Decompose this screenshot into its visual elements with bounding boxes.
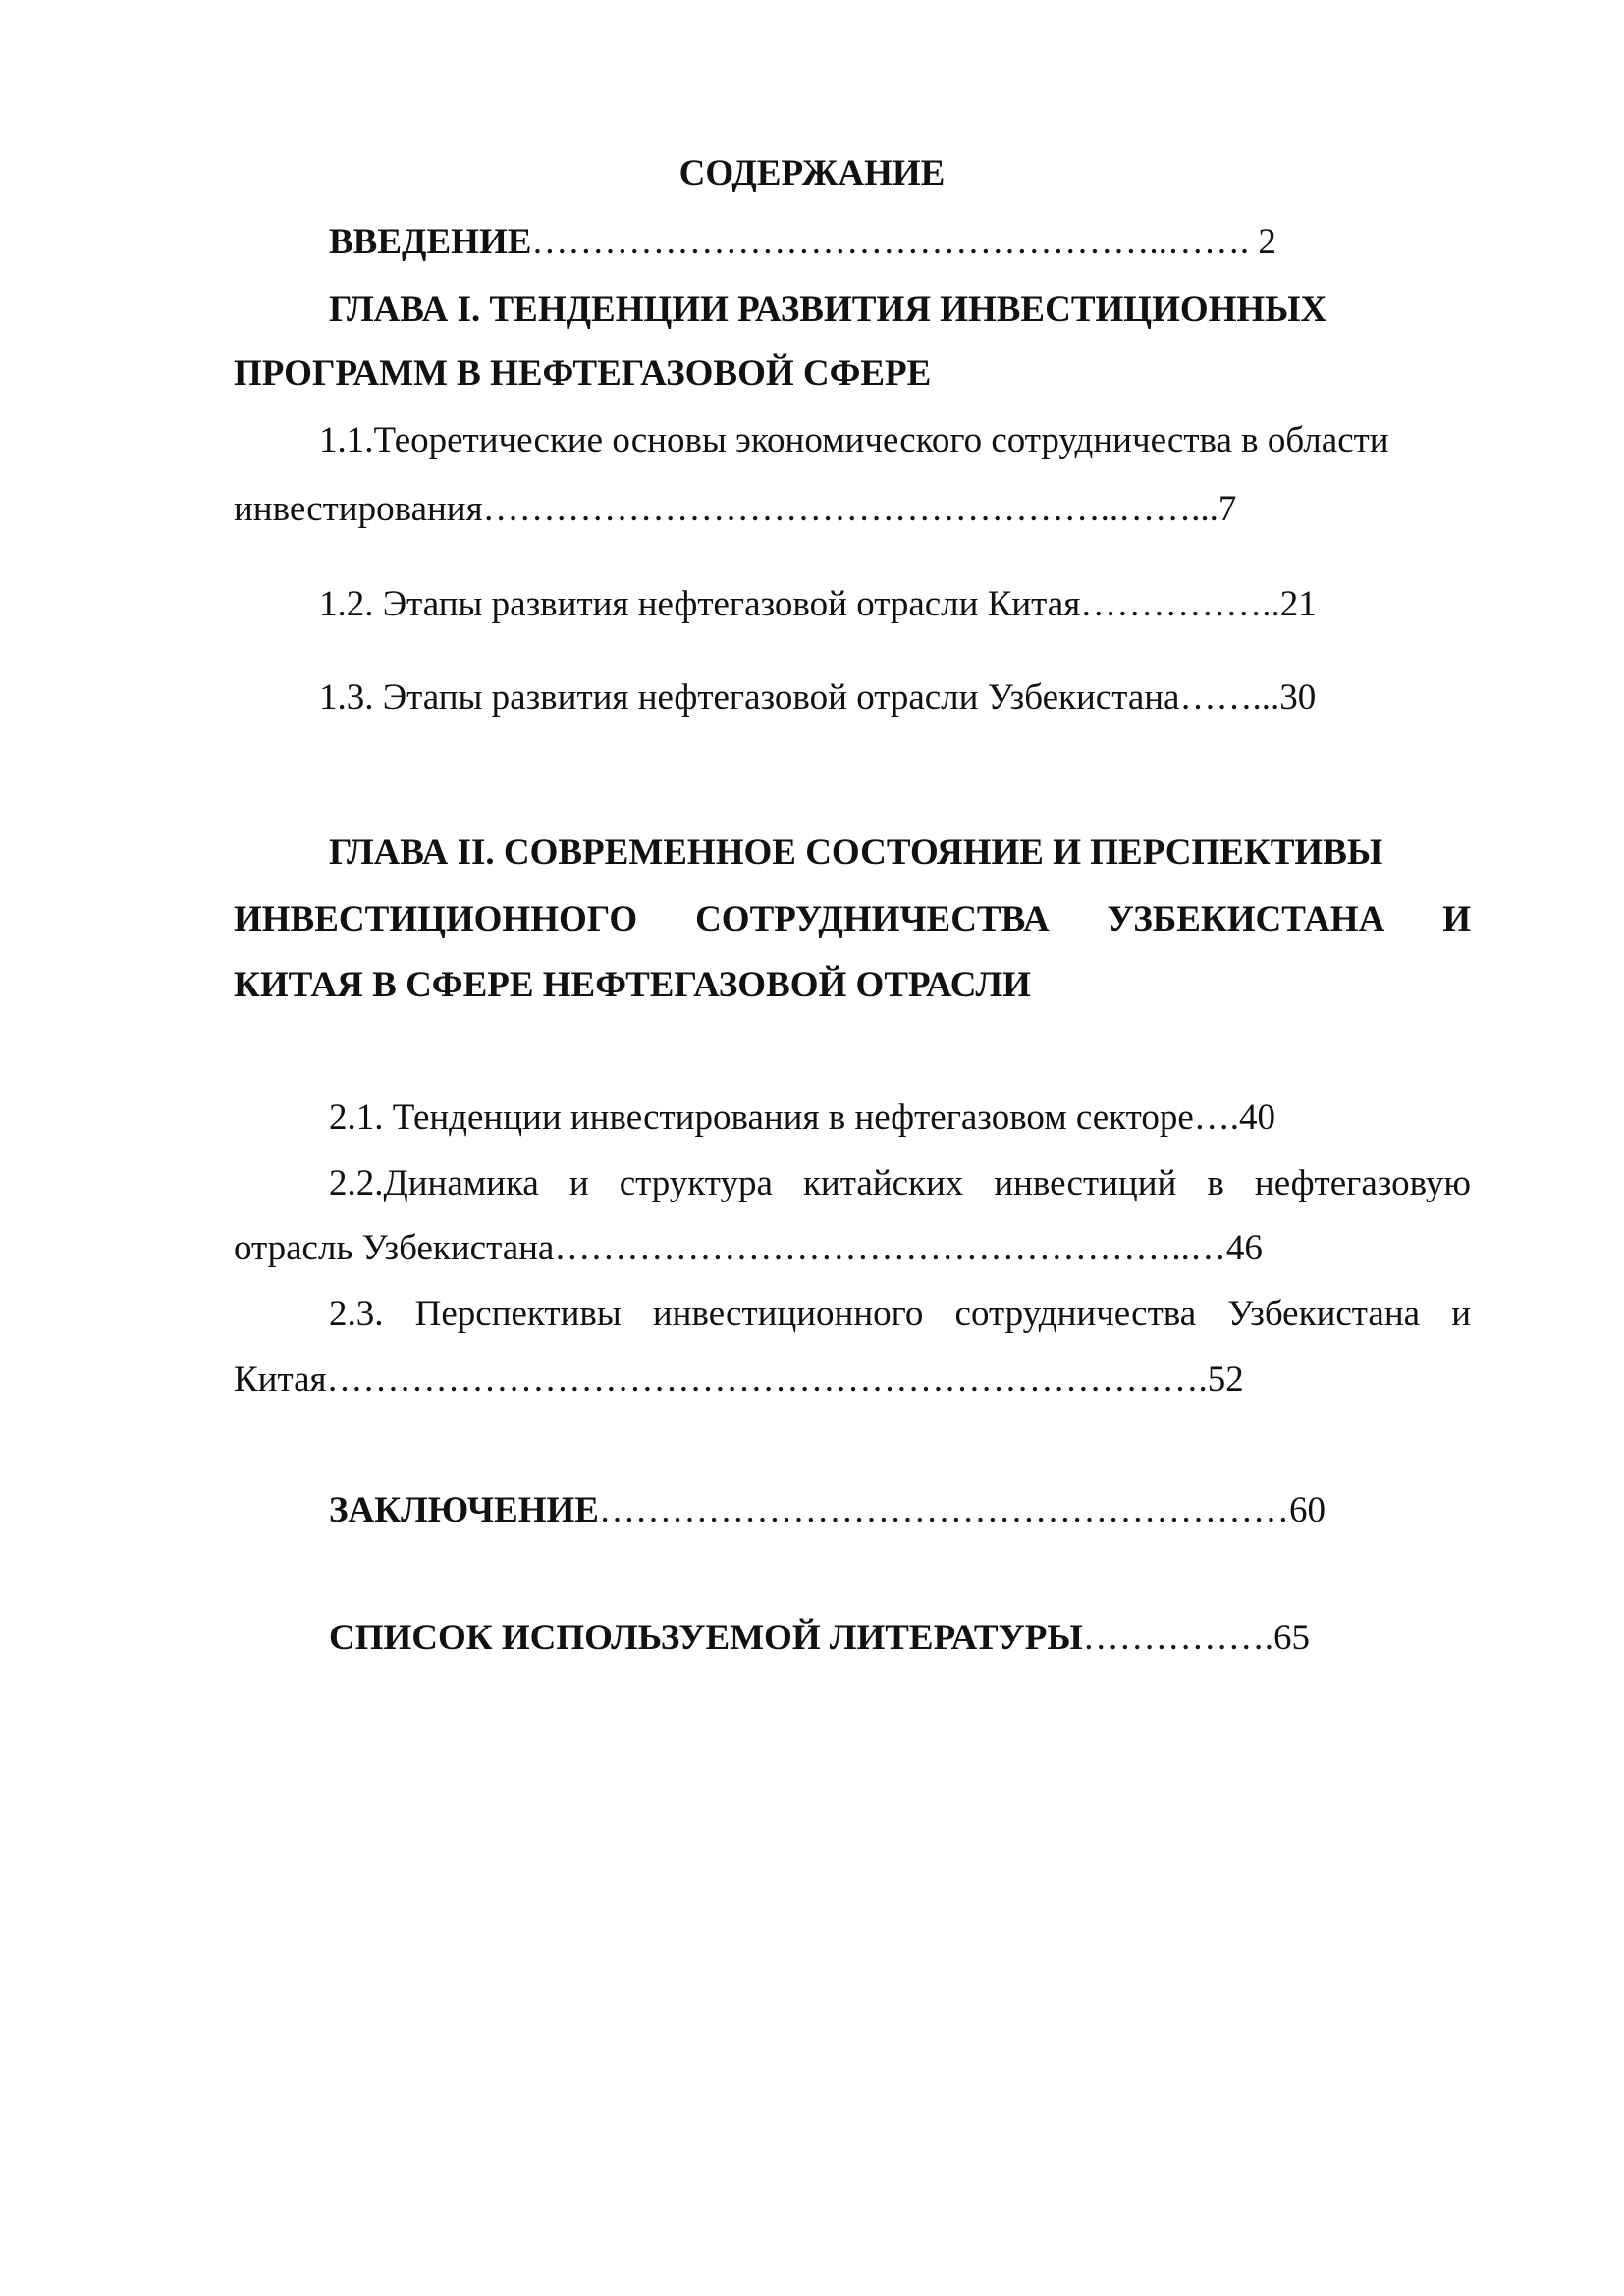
toc-entry-label: СПИСОК ИСПОЛЬЗУЕМОЙ ЛИТЕРАТУРЫ (329, 1618, 1083, 1658)
toc-entry-1-1-line2: инвестирования……………………………………………..……...7 (234, 489, 1237, 529)
toc-entry-conclusion (329, 1492, 1326, 1528)
toc-entry-leader: ……………………………………………..……. 2 (531, 222, 1276, 262)
toc-entry-1-3: 1.3. Этапы развития нефтегазовой отрасли Узбекистана……...30 (319, 677, 1317, 718)
toc-chapter2-line2: ИНВЕСТИЦИОННОГО СОТРУДНИЧЕСТВА УЗБЕКИСТАНА И (234, 899, 1471, 939)
toc-title: СОДЕРЖАНИЕ (678, 153, 946, 193)
toc-entry-2-3-line2: Китая……………………………………………………………….52 (234, 1360, 1244, 1400)
toc-entry-2-1: 2.1. Тенденции инвестирования в нефтегазовом секторе….40 (329, 1097, 1276, 1138)
toc-chapter1-line1: ГЛАВА I. ТЕНДЕНЦИИ РАЗВИТИЯ ИНВЕСТИЦИОННЫХ (329, 290, 1327, 330)
toc-entry-1-2: 1.2. Этапы развития нефтегазовой отрасли Китая……………..21 (319, 584, 1317, 624)
toc-entry-leader: …………….65 (1082, 1618, 1310, 1658)
toc-entry-references (329, 1620, 1310, 1656)
toc-entry-label: ВВЕДЕНИЕ (329, 222, 532, 262)
toc-chapter1-line2: ПРОГРАММ В НЕФТЕГАЗОВОЙ СФЕРЕ (234, 353, 932, 394)
toc-entry-2-3-line1: 2.3. Перспективы инвестиционного сотрудничества Узбекистана и (329, 1294, 1471, 1334)
toc-chapter2-line1: ГЛАВА II. СОВРЕМЕННОЕ СОСТОЯНИЕ И ПЕРСПЕКТИВЫ (329, 832, 1383, 873)
toc-entry-1-1-line1: 1.1.Теоретические основы экономического сотрудничества в области (319, 420, 1389, 460)
toc-entry-2-2-line1: 2.2.Динамика и структура китайских инвестиций в нефтегазовую (329, 1163, 1471, 1203)
toc-chapter2-line3: КИТАЯ В СФЕРЕ НЕФТЕГАЗОВОЙ ОТРАСЛИ (234, 965, 1031, 1005)
toc-entry-label: ЗАКЛЮЧЕНИЕ (329, 1490, 599, 1530)
toc-entry-leader: …………………………………………………60 (598, 1490, 1326, 1530)
toc-entry-introduction (329, 224, 1276, 260)
toc-entry-2-2-line2: отрасль Узбекистана……………………………………………..…46 (234, 1228, 1263, 1268)
